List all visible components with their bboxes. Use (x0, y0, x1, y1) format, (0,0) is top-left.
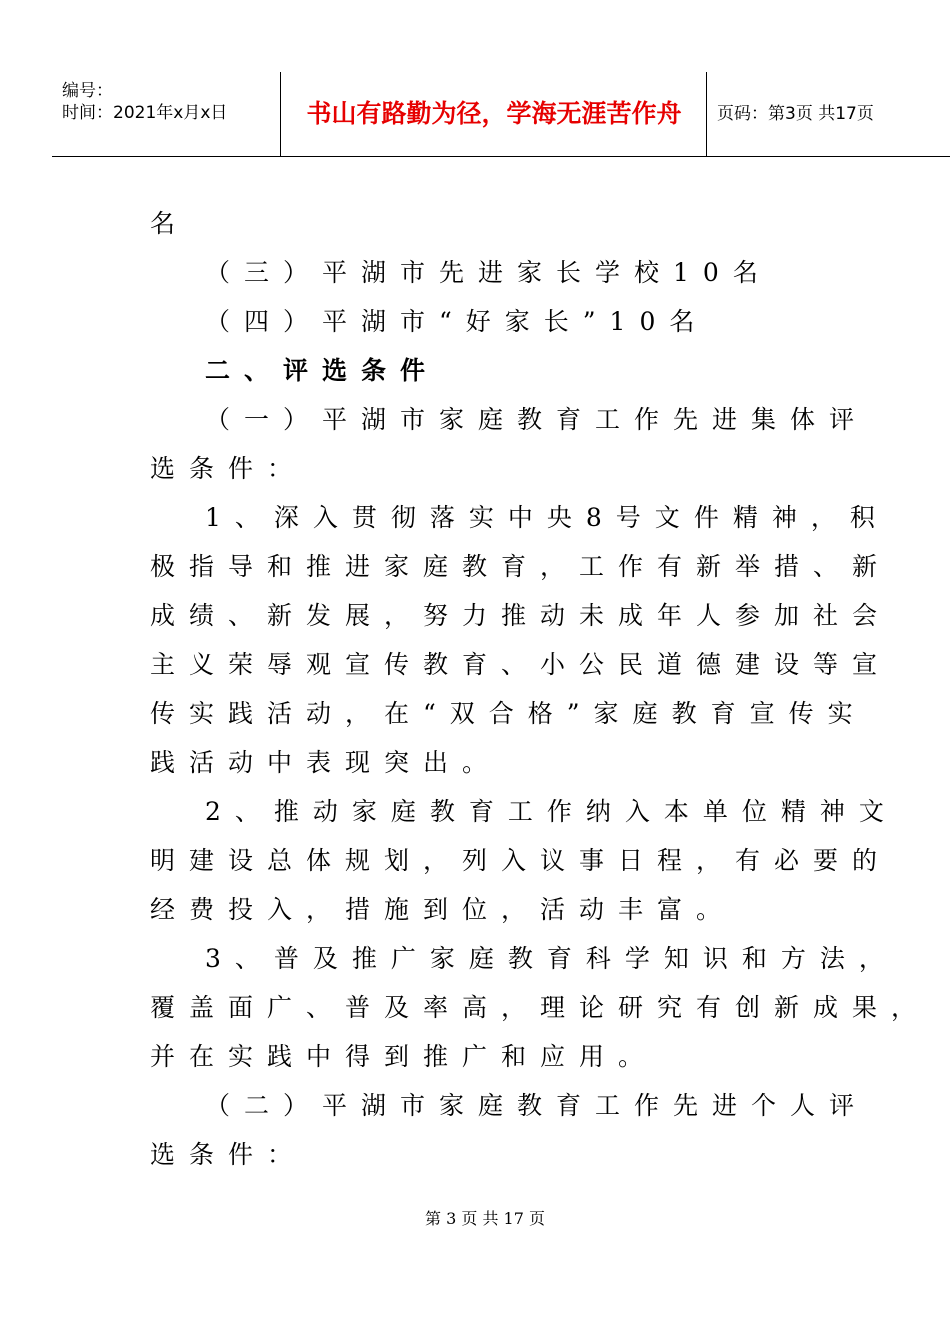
body-line: 覆盖面广、普及率高，理论研究有创新成果， (150, 993, 931, 1022)
body-line: 经费投入，措施到位，活动丰富。 (150, 895, 736, 924)
serial-number-label: 编号： (62, 81, 113, 101)
header-meta (52, 72, 280, 156)
date-label: 时间：2021年x月x日 (62, 103, 228, 123)
body-line: 并在实践中得到推广和应用。 (150, 1042, 658, 1071)
subsection-heading: （二）平湖市家庭教育工作先进个人评 (205, 1091, 869, 1120)
list-item: （三）平湖市先进家长学校10名 (205, 258, 772, 287)
body-line: 主义荣辱观宣传教育、小公民道德建设等宣 (150, 650, 892, 679)
body-line: 选条件： (150, 454, 307, 483)
body-line: 3、普及推广家庭教育科学知识和方法， (205, 944, 898, 973)
body-line: 选条件： (150, 1140, 307, 1169)
document-header (52, 72, 950, 157)
subsection-heading: （一）平湖市家庭教育工作先进集体评 (205, 405, 869, 434)
page-footer: 第 3 页 共 17 页 (425, 1209, 545, 1228)
list-item: （四）平湖市“好家长”10名 (205, 307, 709, 336)
body-line: 明建设总体规划，列入议事日程，有必要的 (150, 846, 892, 875)
body-line: 名 (150, 209, 190, 238)
header-motto: 书山有路勤为径，学海无涯苦作舟 (306, 99, 682, 128)
header-page-info: 页码：第3页 共17页 (717, 104, 874, 124)
header-divider (280, 72, 281, 156)
body-line: 2、推动家庭教育工作纳入本单位精神文 (205, 797, 898, 826)
body-line: 1、深入贯彻落实中央8号文件精神，积 (205, 503, 889, 532)
body-line: 极指导和推进家庭教育，工作有新举措、新 (150, 552, 892, 581)
header-divider (706, 72, 707, 156)
body-line: 践活动中表现突出。 (150, 748, 502, 777)
section-heading: 二、评选条件 (205, 356, 440, 385)
body-line: 成绩、新发展，努力推动未成年人参加社会 (150, 601, 892, 630)
body-line: 传实践活动，在“双合格”家庭教育宣传实 (150, 699, 867, 728)
